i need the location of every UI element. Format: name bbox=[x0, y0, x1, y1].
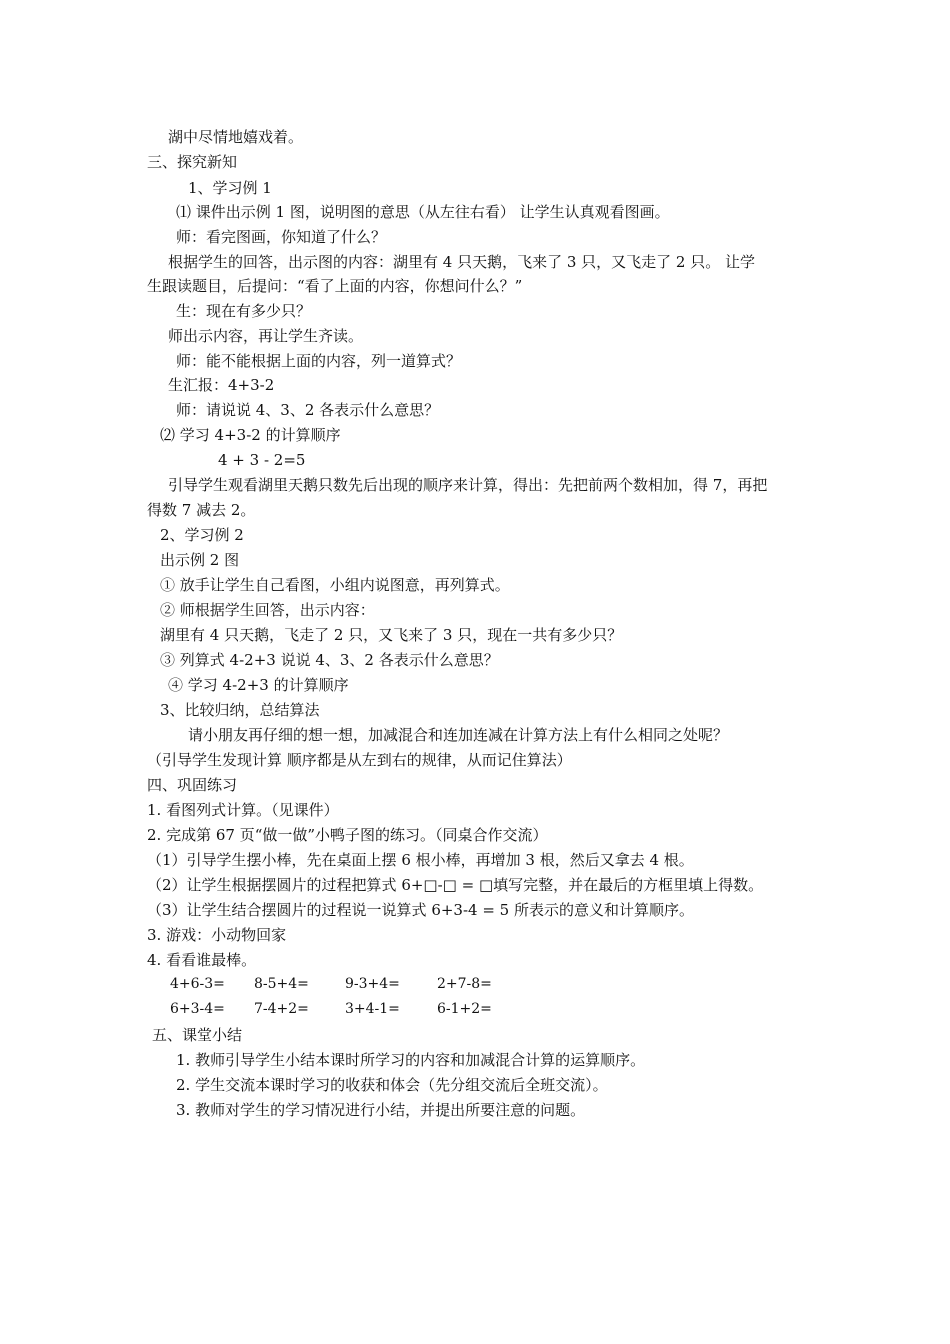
text-line: 3. 教师对学生的学习情况进行小结，并提出所要注意的问题。 bbox=[176, 1101, 586, 1119]
text-line: （1）引导学生摆小棒，先在桌面上摆 6 根小棒，再增加 3 根，然后又拿去 4 根。 bbox=[147, 851, 694, 869]
exercise-item: 2+7-8= bbox=[437, 976, 492, 992]
section-heading: 三、探究新知 bbox=[147, 153, 238, 171]
exercise-item: 6+3-4= bbox=[170, 1001, 225, 1017]
exercise-item: 9-3+4= bbox=[345, 976, 400, 992]
exercise-item: 6-1+2= bbox=[437, 1001, 492, 1017]
subsection-heading: 3、比较归纳，总结算法 bbox=[160, 701, 320, 719]
text-line: 4. 看看谁最棒。 bbox=[147, 951, 257, 969]
section-heading: 四、巩固练习 bbox=[147, 776, 238, 794]
equation-line: 4 + 3 - 2=5 bbox=[218, 451, 306, 469]
text-line: ④ 学习 4-2+3 的计算顺序 bbox=[168, 676, 349, 694]
text-line: ① 放手让学生自己看图，小组内说图意，再列算式。 bbox=[160, 576, 510, 594]
text-line: 2. 完成第 67 页“做一做”小鸭子图的练习。（同桌合作交流） bbox=[147, 826, 548, 844]
text-line: 3. 游戏：小动物回家 bbox=[147, 926, 287, 944]
text-line: ⑵ 学习 4+3-2 的计算顺序 bbox=[160, 426, 341, 444]
exercise-item: 7-4+2= bbox=[254, 1001, 309, 1017]
subsection-heading: 2、学习例 2 bbox=[160, 526, 244, 544]
text-line: 1. 教师引导学生小结本课时所学习的内容和加减混合计算的运算顺序。 bbox=[176, 1051, 646, 1069]
exercise-item: 8-5+4= bbox=[254, 976, 309, 992]
text-line: ③ 列算式 4-2+3 说说 4、3、2 各表示什么意思？ bbox=[160, 651, 499, 669]
text-line: 生：现在有多少只？ bbox=[176, 302, 312, 320]
exercise-item: 3+4-1= bbox=[345, 1001, 400, 1017]
section-heading: 五、课堂小结 bbox=[152, 1026, 243, 1044]
subsection-heading: 1、学习例 1 bbox=[188, 179, 272, 197]
text-line: 请小朋友再仔细的想一想，加减混合和连加连减在计算方法上有什么相同之处呢？ bbox=[188, 726, 729, 744]
text-line: 根据学生的回答，出示图的内容：湖里有 4 只天鹅，飞来了 3 只，又飞走了 2 只。 让学 bbox=[168, 253, 756, 271]
text-line: 生汇报：4+3-2 bbox=[168, 376, 275, 394]
text-line: 生跟读题目，后提问：“看了上面的内容，你想问什么？” bbox=[147, 277, 523, 295]
text-line: 师：看完图画，你知道了什么？ bbox=[176, 228, 387, 246]
text-line: 湖里有 4 只天鹅，飞走了 2 只，又飞来了 3 只，现在一共有多少只？ bbox=[160, 626, 623, 644]
text-line: 得数 7 减去 2。 bbox=[147, 501, 256, 519]
text-line: （3）让学生结合摆圆片的过程说一说算式 6+3-4 = 5 所表示的意义和计算顺序。 bbox=[147, 901, 694, 919]
text-line: 出示例 2 图 bbox=[160, 551, 240, 569]
text-line: （2）让学生根据摆圆片的过程把算式 6+□-□ = □填写完整，并在最后的方框里填上得数。 bbox=[147, 876, 764, 894]
text-line: ② 师根据学生回答，出示内容： bbox=[160, 601, 375, 619]
text-line: 引导学生观看湖里天鹅只数先后出现的顺序来计算，得出：先把前两个数相加，得 7，再把 bbox=[168, 476, 768, 494]
exercise-item: 4+6-3= bbox=[170, 976, 225, 992]
text-line: （引导学生发现计算 顺序都是从左到右的规律，从而记住算法） bbox=[147, 751, 572, 769]
text-line: 师：能不能根据上面的内容，列一道算式？ bbox=[176, 352, 462, 370]
text-line: 湖中尽情地嬉戏着。 bbox=[168, 128, 304, 146]
text-line: 1. 看图列式计算。（见课件） bbox=[147, 801, 339, 819]
text-line: ⑴ 课件出示例 1 图，说明图的意思（从左往右看） 让学生认真观看图画。 bbox=[176, 203, 670, 221]
text-line: 师出示内容，再让学生齐读。 bbox=[168, 327, 364, 345]
text-line: 师：请说说 4、3、2 各表示什么意思？ bbox=[176, 401, 440, 419]
text-line: 2. 学生交流本课时学习的收获和体会（先分组交流后全班交流）。 bbox=[176, 1076, 608, 1094]
